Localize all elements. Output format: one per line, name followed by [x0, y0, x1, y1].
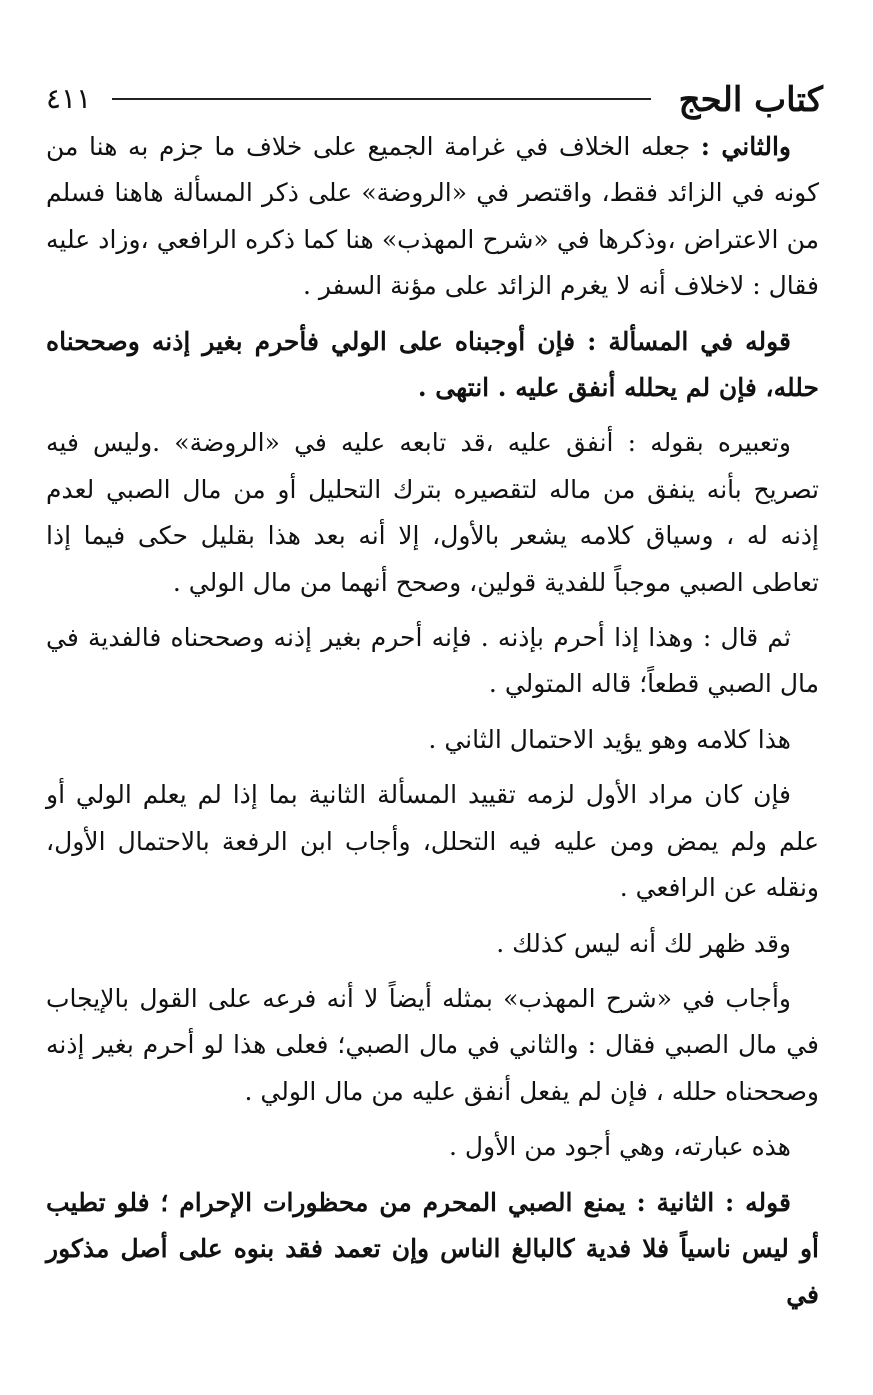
paragraph-4: ثم قال : وهذا إذا أحرم بإذنه . فإنه أحرم بغير إذنه وصححناه فالفدية في مال الصبي قطعاً؛ قاله المتولي . [46, 623, 819, 699]
paragraph-6: فإن كان مراد الأول لزمه تقييد المسألة الثانية بما إذا لم يعلم الولي أو علم ولم يمض ومن عليه فيه التحلل، وأجاب ابن الرفعة بالاحتمال الأول، ونقله عن الرافعي . [46, 780, 819, 903]
page-body [46, 124, 819, 1328]
paragraph-7: وقد ظهر لك أنه ليس كذلك . [496, 928, 791, 958]
paragraph-3: وتعبيره بقوله : أنفق عليه ،قد تابعه عليه في «الروضة» .وليس فيه تصريح بأنه ينفق من ماله لتقصيره بترك التحليل أو من مال الصبي لعدم إذنه له ، وسياق كلامه يشعر بالأول، إلا أنه بعد هذا بقليل حكى فيما إذا تعاطى الصبي موجباً للفدية قولين، وصحح أنهما من مال الولي . [46, 428, 819, 597]
paragraph-9: هذه عبارته، وهي أجود من الأول . [448, 1132, 791, 1162]
running-title: كتاب الحج [678, 80, 823, 120]
paragraph-1 [46, 124, 819, 310]
paragraph-10: قوله : الثانية : يمنع الصبي المحرم من محظورات الإحرام ؛ فلو تطيب أو ليس ناسياً فلا فدية كالبالغ الناس وإن تعمد فقد بنوه على أصل مذكور في [46, 1187, 819, 1310]
paragraph-lead: والثاني : [700, 132, 791, 161]
page-header [46, 76, 823, 126]
page-number: ٤١١ [46, 82, 92, 115]
paragraph-8: وأجاب في «شرح المهذب» بمثله أيضاً لا أنه فرعه على القول بالإيجاب في مال الصبي فقال : والثاني في مال الصبي؛ فعلى هذا لو أحرم بغير إذنه وصححناه حلله ، فإن لم يفعل أنفق عليه من مال الولي . [46, 983, 819, 1106]
paragraph-text: جعله الخلاف في غرامة الجميع على خلاف ما جزم به هنا من كونه في الزائد فقط، واقتصر في «الروضة» على ذكر المسألة هاهنا فسلم من الاعتراض ،وذكرها في «شرح المهذب» هنا كما ذكره الرافعي ،وزاد عليه فقال : لاخلاف أنه لا يغرم الزائد على مؤنة السفر . [46, 132, 819, 301]
paragraph-2: قوله في المسألة : فإن أوجبناه على الولي فأحرم بغير إذنه وصححناه حلله، فإن لم يحلله أنفق عليه . انتهى . [46, 326, 819, 403]
paragraph-5: هذا كلامه وهو يؤيد الاحتمال الثاني . [428, 724, 791, 754]
header-rule [112, 98, 651, 100]
